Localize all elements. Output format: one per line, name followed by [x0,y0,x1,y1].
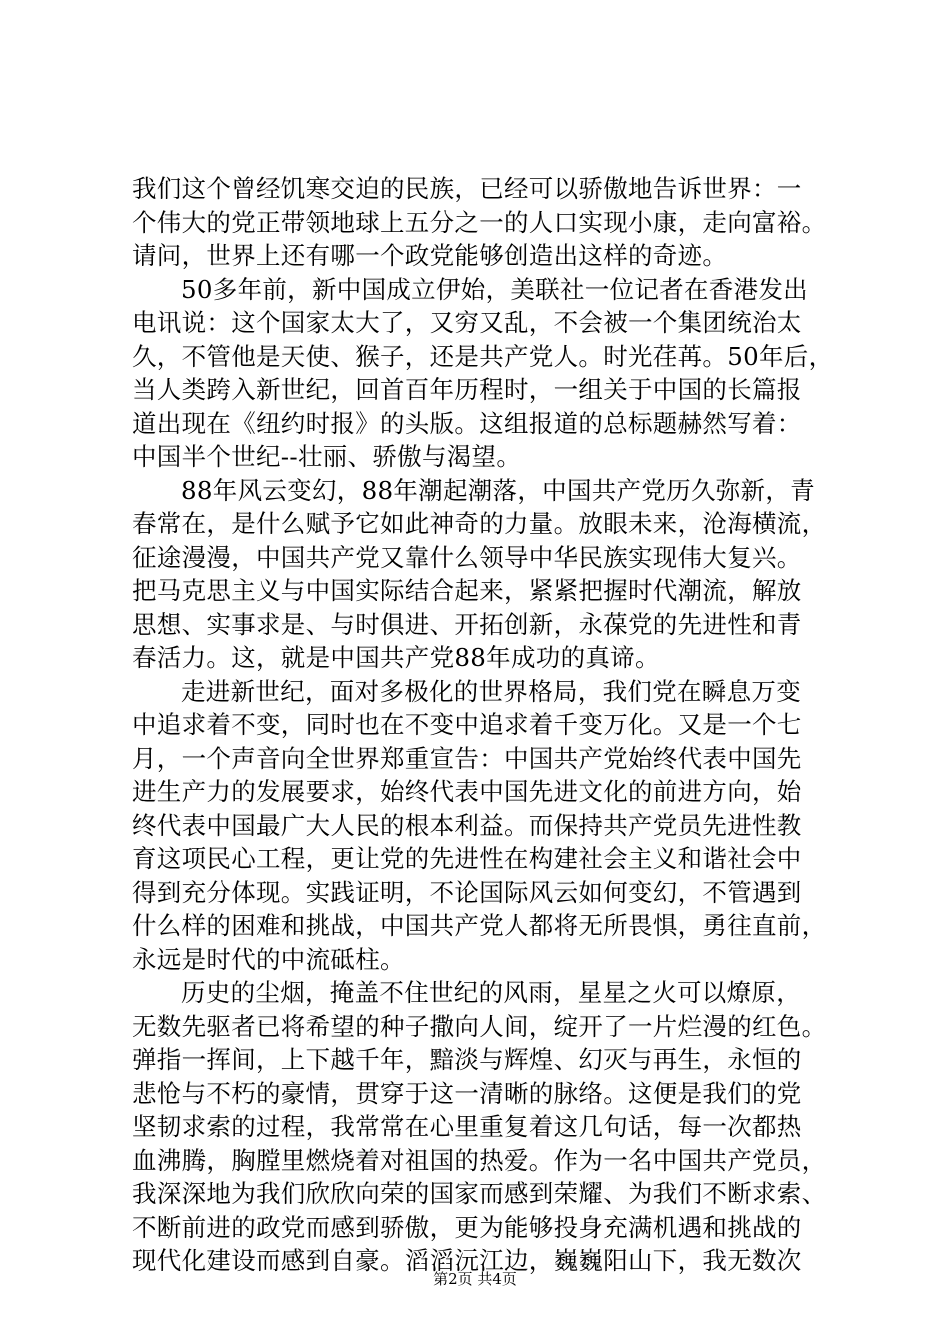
text-line: 进生产力的发展要求，始终代表中国先进文化的前进方向，始 [132,777,802,806]
paragraph-first-line: 88年风云变幻，88年潮起潮落，中国共产党历久弥新，青 [181,475,815,505]
page-footer [0,1268,950,1289]
page-number-label: 第2页 共4页 [433,1270,517,1288]
text-line: 电讯说：这个国家太大了，又穷又乱，不会被一个集团统治太 [132,308,802,337]
text-line: 什么样的困难和挑战，中国共产党人都将无所畏惧，勇往直前， [132,911,827,940]
text-line: 中国半个世纪--壮丽、骄傲与渴望。 [132,442,522,471]
text-line: 个伟大的党正带领地球上五分之一的人口实现小康，走向富裕。 [132,207,827,237]
text-line: 思想、实事求是、与时俱进、开拓创新，永葆党的先进性和青 [132,609,802,639]
paragraph-first-line: 50多年前，新中国成立伊始，美联社一位记者在香港发出 [181,274,808,304]
text-line: 得到充分体现。实践证明，不论国际风云如何变幻，不管遇到 [132,877,802,907]
paragraph-first-line: 走进新世纪，面对多极化的世界格局，我们党在瞬息万变 [181,676,801,706]
text-line: 中追求着不变，同时也在不变中追求着千变万化。又是一个七 [132,710,802,739]
text-line: 当人类跨入新世纪，回首百年历程时，一组关于中国的长篇报 [132,375,802,404]
text-line: 弹指一挥间，上下越千年，黯淡与辉煌、幻灭与再生，永恒的 [132,1045,802,1074]
text-line: 久，不管他是天使、猴子，还是共产党人。时光荏苒。50年后， [132,341,834,371]
text-line: 把马克思主义与中国实际结合起来，紧紧把握时代潮流，解放 [132,576,802,605]
document-body [132,172,832,1278]
text-line: 终代表中国最广大人民的根本利益。而保持共产党员先进性教 [132,810,802,840]
text-line: 血沸腾，胸膛里燃烧着对祖国的热爱。作为一名中国共产党员， [132,1145,827,1175]
text-line: 春常在，是什么赋予它如此神奇的力量。放眼未来，沧海横流， [132,509,827,538]
text-line: 请问，世界上还有哪一个政党能够创造出这样的奇迹。 [132,241,728,270]
text-line: 我们这个曾经饥寒交迫的民族，已经可以骄傲地告诉世界：一 [132,174,802,203]
text-line: 春活力。这，就是中国共产党88年成功的真谛。 [132,643,660,672]
text-line: 不断前进的政党而感到骄傲，更为能够投身充满机遇和挑战的 [132,1212,802,1242]
text-line: 永远是时代的中流砥柱。 [132,944,405,974]
text-line: 月，一个声音向全世界郑重宣告：中国共产党始终代表中国先 [132,743,802,773]
text-line: 育这项民心工程，更让党的先进性在构建社会主义和谐社会中 [132,844,802,873]
text-line: 悲怆与不朽的豪情，贯穿于这一清晰的脉络。这便是我们的党 [132,1078,802,1108]
text-line: 道出现在《纽约时报》的头版。这组报道的总标题赫然写着： [132,408,802,438]
text-line: 坚韧求索的过程，我常常在心里重复着这几句话，每一次都热 [132,1112,802,1141]
text-line: 现代化建设而感到自豪。滔滔沅江边，巍巍阳山下，我无数次 [132,1246,802,1275]
text-line: 无数先驱者已将希望的种子撒向人间，绽开了一片烂漫的红色。 [132,1011,827,1041]
paragraph-first-line: 历史的尘烟，掩盖不住世纪的风雨，星星之火可以燎原， [181,978,801,1007]
text-line: 我深深地为我们欣欣向荣的国家而感到荣耀、为我们不断求索、 [132,1179,827,1208]
text-line: 征途漫漫，中国共产党又靠什么领导中华民族实现伟大复兴。 [132,542,802,572]
